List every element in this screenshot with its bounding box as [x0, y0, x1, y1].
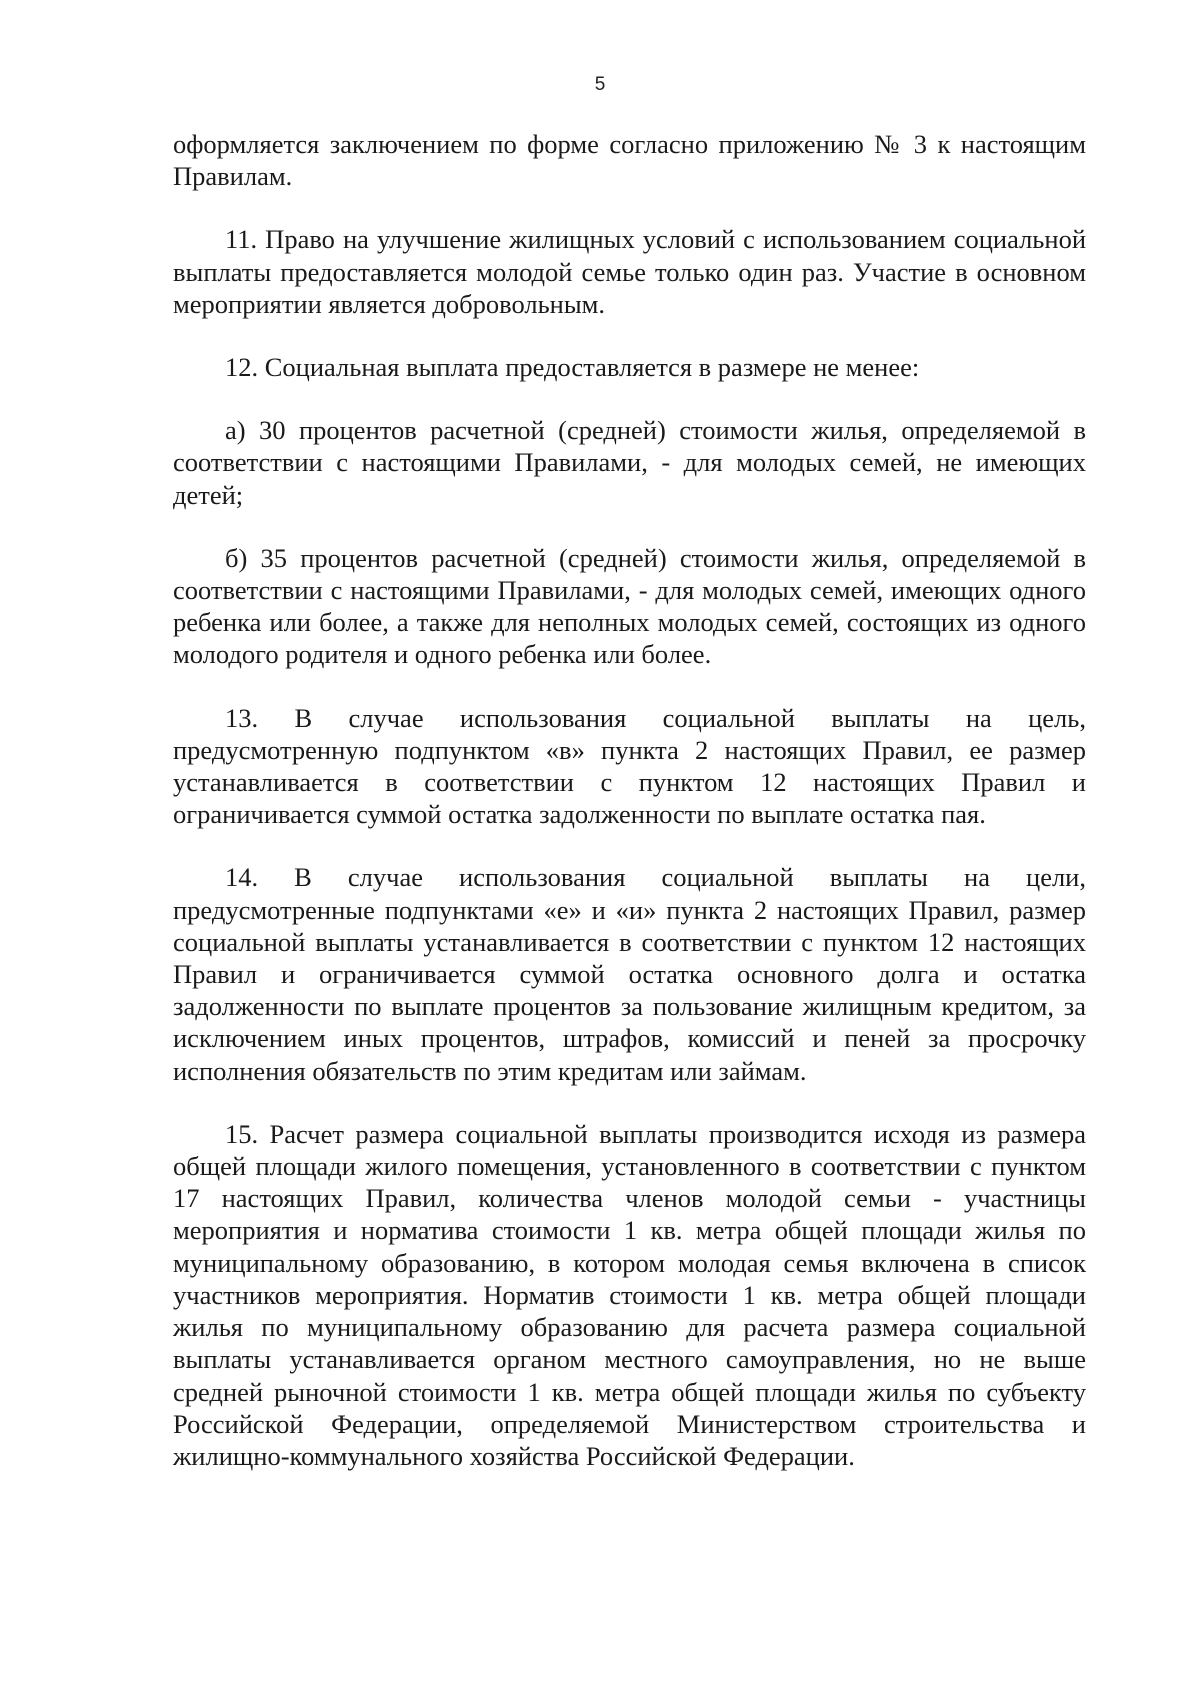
document-body: [173, 128, 1086, 1472]
page-number: 5: [594, 74, 606, 95]
paragraph-item-12-a: а) 30 процентов расчетной (средней) стоимости жилья, определяемой в соответствии с настоящими Правилами, - для молодых семей, не имеющих детей;: [173, 415, 1086, 510]
paragraph-item-13: 13. В случае использования социальной выплаты на цель, предусмотренную подпунктом «в» пункта 2 настоящих Правил, ее размер устанавливается в соответствии с пунктом 12 настоящих Правил и ограничивается суммой остатка задолженности по выплате остатка пая.: [173, 702, 1086, 830]
paragraph-item-12-b: б) 35 процентов расчетной (средней) стоимости жилья, определяемой в соответствии с настоящими Правилами, - для молодых семей, имеющих одного ребенка или более, а также для неполных молодых семей, состоящих из одного молодого родителя и одного ребенка или более.: [173, 542, 1086, 670]
paragraph-item-12: 12. Социальная выплата предоставляется в размере не менее:: [225, 352, 920, 383]
paragraph-item-14: 14. В случае использования социальной выплаты на цели, предусмотренные подпунктами «е» и «и» пункта 2 настоящих Правил, размер социальной выплаты устанавливается в соответствии с пунктом 12 настоящих Правил и ограничивается суммой остатка основного долга и остатка задолженности по выплате процентов за пользование жилищным кредитом, за исключением иных процентов, штрафов, комиссий и пеней за просрочку исполнения обязательств по этим кредитам или займам.: [173, 862, 1086, 1086]
paragraph-item-11: 11. Право на улучшение жилищных условий с использованием социальной выплаты предоставляется молодой семье только один раз. Участие в основном мероприятии является добровольным.: [173, 224, 1086, 319]
paragraph-item-15: 15. Расчет размера социальной выплаты производится исходя из размера общей площади жилого помещения, установленного в соответствии с пунктом 17 настоящих Правил, количества членов молодой семьи - участницы мероприятия и норматива стоимости 1 кв. метра общей площади жилья по муниципальному образованию, в котором молодая семья включена в список участников мероприятия. Норматив стоимости 1 кв. метра общей площади жилья по муниципальному образованию для расчета размера социальной выплаты устанавливается органом местного самоуправления, но не выше средней рыночной стоимости 1 кв. метра общей площади жилья по субъекту Российской Федерации, определяемой Министерством строительства и жилищно-коммунального хозяйства Российской Федерации.: [173, 1118, 1086, 1471]
paragraph-continuation: оформляется заключением по форме согласно приложению № 3 к настоящим Правилам.: [173, 129, 1086, 192]
